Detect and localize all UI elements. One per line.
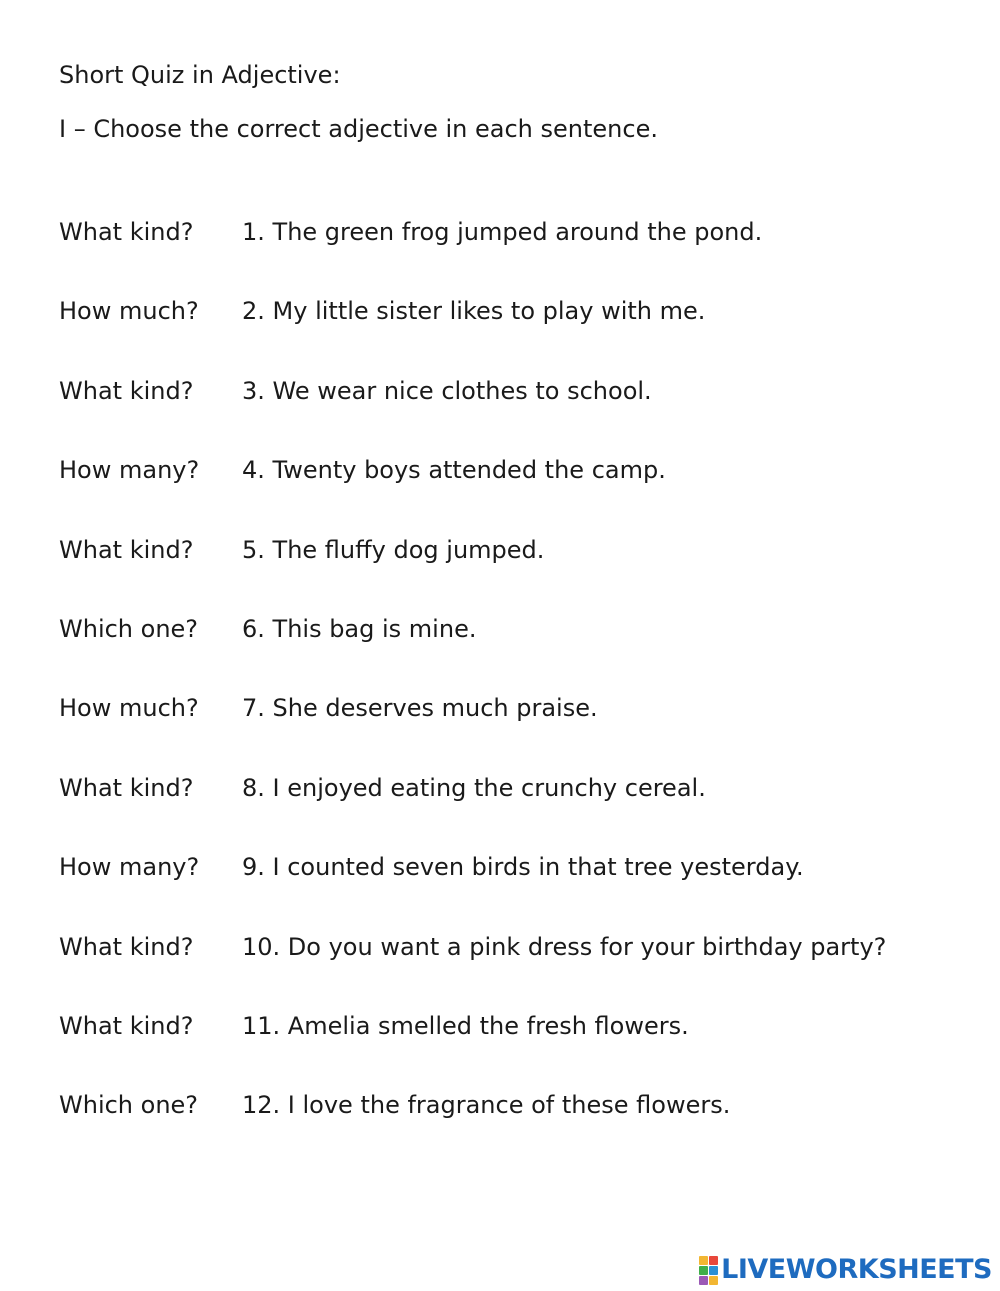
- worksheet-title: Short Quiz in Adjective:: [59, 61, 341, 89]
- question-row: [59, 216, 979, 295]
- question-category: How many?: [59, 456, 200, 485]
- question-sentence: 12. I love the fragrance of these flowers.: [242, 1091, 731, 1120]
- question-category: How many?: [59, 853, 200, 882]
- logo-block: [699, 1266, 708, 1275]
- question-row: [59, 295, 979, 374]
- logo-block: [699, 1276, 708, 1285]
- question-sentence: 2. My little sister likes to play with me.: [242, 297, 706, 326]
- question-sentence: 9. I counted seven birds in that tree yesterday.: [242, 853, 804, 882]
- question-sentence: 7. She deserves much praise.: [242, 694, 598, 723]
- question-row: [59, 1010, 979, 1089]
- logo-block: [699, 1256, 708, 1265]
- question-row: [59, 931, 979, 1010]
- question-category: What kind?: [59, 535, 194, 564]
- question-category: Which one?: [59, 614, 199, 643]
- logo-block: [709, 1276, 718, 1285]
- question-sentence: 4. Twenty boys attended the camp.: [242, 456, 666, 485]
- question-category: What kind?: [59, 1011, 194, 1040]
- question-row: [59, 534, 979, 613]
- logo-blocks-icon: [699, 1256, 718, 1285]
- question-sentence: 1. The green frog jumped around the pond.: [242, 218, 763, 246]
- question-row: [59, 613, 979, 692]
- question-category: What kind?: [59, 773, 194, 802]
- question-sentence: 6. This bag is mine.: [242, 614, 477, 643]
- question-category: Which one?: [59, 1091, 199, 1120]
- worksheet-instruction: I – Choose the correct adjective in each sentence.: [59, 115, 658, 143]
- question-category: What kind?: [59, 932, 194, 961]
- question-category: What kind?: [59, 218, 194, 246]
- question-category: How much?: [59, 694, 199, 723]
- question-category: How much?: [59, 297, 199, 326]
- question-category: What kind?: [59, 376, 194, 405]
- question-sentence: 11. Amelia smelled the fresh flowers.: [242, 1011, 689, 1040]
- question-sentence: 5. The fluffy dog jumped.: [242, 535, 545, 564]
- question-row: [59, 772, 979, 851]
- question-row: [59, 454, 979, 533]
- question-sentence: 8. I enjoyed eating the crunchy cereal.: [242, 773, 706, 802]
- question-row: [59, 1089, 979, 1168]
- logo-block: [709, 1266, 718, 1275]
- question-sentence: 10. Do you want a pink dress for your birthday party?: [242, 932, 887, 961]
- liveworksheets-logo[interactable]: [699, 1254, 992, 1286]
- logo-block: [709, 1256, 718, 1265]
- question-row: [59, 851, 979, 930]
- question-row: [59, 375, 979, 454]
- question-row: [59, 692, 979, 771]
- question-sentence: 3. We wear nice clothes to school.: [242, 376, 652, 405]
- logo-text: LIVEWORKSHEETS: [721, 1254, 992, 1285]
- question-list: [59, 216, 979, 1169]
